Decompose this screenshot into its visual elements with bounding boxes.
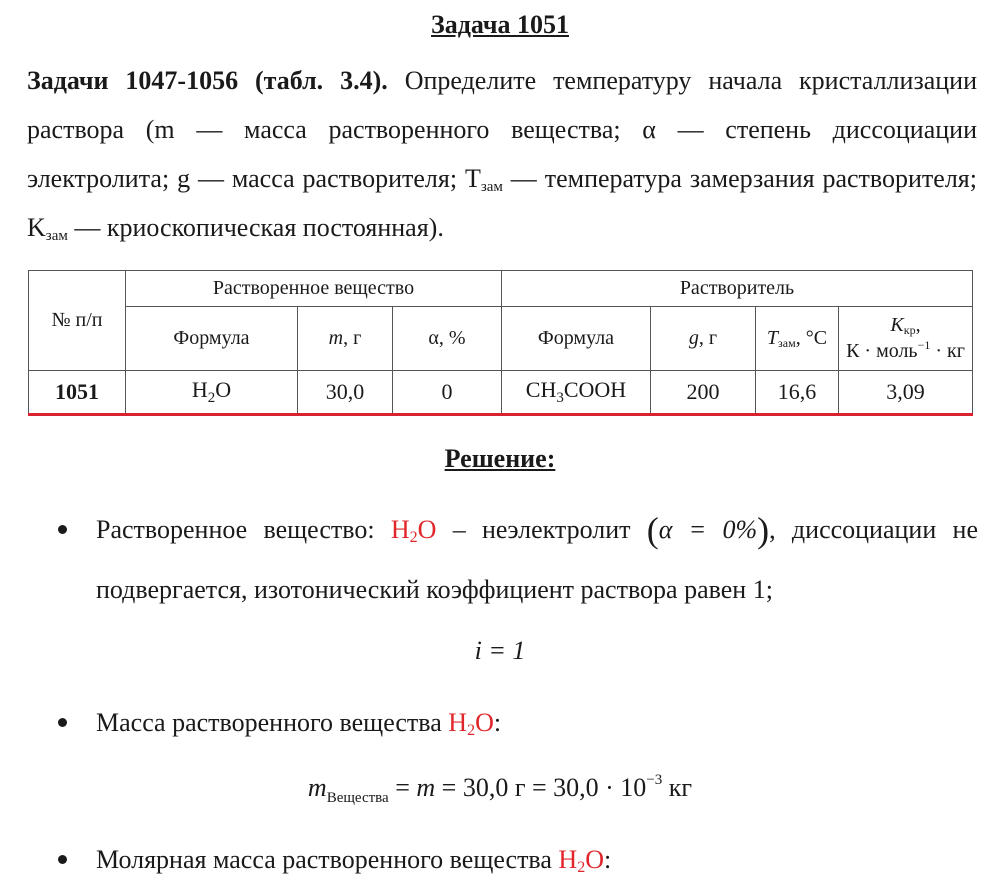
bullet-dot bbox=[58, 718, 67, 727]
text: , диссоциации не подвергается, изотонический коэффициент раствора равен 1; bbox=[96, 515, 978, 604]
formula-part: CH bbox=[525, 377, 557, 402]
formula-part: O bbox=[215, 377, 232, 402]
formula-part: H bbox=[558, 845, 578, 874]
k-sub: кр bbox=[903, 323, 916, 337]
text: – неэлектролит bbox=[436, 515, 647, 544]
bullet-dot bbox=[58, 855, 67, 864]
mass-symbol: m bbox=[328, 327, 344, 349]
text: Растворенное вещество: bbox=[96, 515, 391, 544]
solute-group-header: Растворенное вещество bbox=[126, 271, 502, 307]
solvent-mass-header bbox=[651, 307, 756, 371]
formula-sub: 2 bbox=[577, 859, 586, 876]
k-symbol-line bbox=[843, 314, 968, 338]
solution-heading: Решение: bbox=[444, 444, 556, 473]
col-number-header: № п/п bbox=[29, 271, 126, 371]
text: : bbox=[603, 845, 612, 874]
formula-part: O bbox=[585, 845, 604, 874]
mass-symbol: m bbox=[307, 773, 327, 802]
cell-solvent-formula bbox=[502, 371, 651, 415]
formula-sub: 2 bbox=[409, 529, 418, 546]
formula-sub: 2 bbox=[467, 722, 476, 739]
data-table bbox=[28, 270, 973, 416]
t-unit: , °C bbox=[795, 326, 828, 349]
solute-formula-header: Формула bbox=[126, 307, 298, 371]
k-unit-sup: −1 bbox=[917, 338, 931, 352]
text: Масса растворенного вещества bbox=[96, 708, 449, 737]
t-symbol: T bbox=[766, 326, 779, 349]
mass-header bbox=[298, 307, 393, 371]
cell-solvent-mass: 200 bbox=[651, 371, 756, 415]
formula-part: H bbox=[448, 708, 468, 737]
statement-text: — температура замерзания растворителя; K bbox=[27, 164, 977, 242]
table-row bbox=[29, 371, 973, 415]
solvent-formula-header: Формула bbox=[502, 307, 651, 371]
mass-symbol: m bbox=[416, 773, 436, 802]
k-subscript: зам bbox=[45, 228, 68, 244]
bullet-text bbox=[96, 830, 978, 890]
isotonic-equation: i = 1 bbox=[474, 636, 526, 665]
alpha-equation: α = 0% bbox=[658, 515, 758, 544]
formula-part: H bbox=[390, 515, 410, 544]
table-header-row bbox=[29, 307, 973, 371]
g-unit: , г bbox=[698, 327, 718, 349]
cell-freezing-temp: 16,6 bbox=[756, 371, 839, 415]
bullet-text bbox=[96, 693, 978, 753]
k-unit-line bbox=[843, 338, 968, 363]
bullet-molar-mass bbox=[58, 830, 978, 890]
t-sub: зам bbox=[778, 335, 796, 350]
freezing-temp-header bbox=[756, 307, 839, 371]
problem-title: Задача 1051 bbox=[431, 10, 569, 39]
paren-open: ( bbox=[646, 510, 659, 550]
cell-number: 1051 bbox=[29, 371, 126, 415]
exponent: −3 bbox=[646, 772, 663, 788]
statement-text: Определите температуру начала кристаллизации раствора (m — масса растворенного вещества; α — степень диссоциации электролита; g — масса растворителя; T bbox=[27, 66, 977, 193]
g-symbol: g bbox=[688, 327, 699, 349]
formula-part: O bbox=[417, 515, 437, 544]
formula-part: H bbox=[191, 377, 208, 402]
paren-close: ) bbox=[757, 510, 770, 550]
formula-sub: 2 bbox=[207, 390, 216, 406]
formula-h2o bbox=[448, 708, 494, 737]
bullet-solute bbox=[58, 500, 978, 620]
cell-solute-formula bbox=[126, 371, 298, 415]
alpha-header: α, % bbox=[393, 307, 502, 371]
mass-subscript: Вещества bbox=[326, 790, 389, 806]
formula-mass bbox=[0, 772, 1000, 807]
mass-unit: кг bbox=[662, 773, 693, 802]
cell-mass: 30,0 bbox=[298, 371, 393, 415]
text: Молярная масса растворенного вещества bbox=[96, 845, 559, 874]
bullet-dot bbox=[58, 525, 67, 534]
cryoscopic-constant-header bbox=[839, 307, 973, 371]
k-unit-part: · кг bbox=[930, 340, 965, 362]
cell-alpha: 0 bbox=[393, 371, 502, 415]
formula-isotonic bbox=[0, 636, 1000, 666]
formula-part: O bbox=[475, 708, 494, 737]
formula-sub: 3 bbox=[556, 390, 564, 406]
formula-h2o bbox=[558, 845, 604, 874]
problem-statement bbox=[27, 56, 977, 252]
table-group-header-row bbox=[29, 271, 973, 307]
bullet-text bbox=[96, 500, 978, 620]
k-comma: , bbox=[915, 314, 921, 336]
text: : bbox=[493, 708, 502, 737]
t-subscript: зам bbox=[480, 179, 503, 195]
formula-part: COOH bbox=[563, 377, 627, 402]
statement-text: — криоскопическая постоянная). bbox=[67, 213, 444, 242]
mass-unit: , г bbox=[343, 327, 362, 349]
formula-h2o bbox=[391, 515, 437, 544]
solvent-group-header: Растворитель bbox=[502, 271, 973, 307]
k-unit-part: К · моль bbox=[846, 340, 918, 362]
equals: = bbox=[388, 773, 417, 802]
mass-value: = 30,0 г = 30,0 · 10 bbox=[435, 773, 647, 802]
problem-range-label: Задачи 1047-1056 (табл. 3.4). bbox=[27, 66, 388, 95]
cell-cryoscopic-constant: 3,09 bbox=[839, 371, 973, 415]
k-symbol: K bbox=[890, 314, 904, 336]
bullet-mass bbox=[58, 693, 978, 753]
